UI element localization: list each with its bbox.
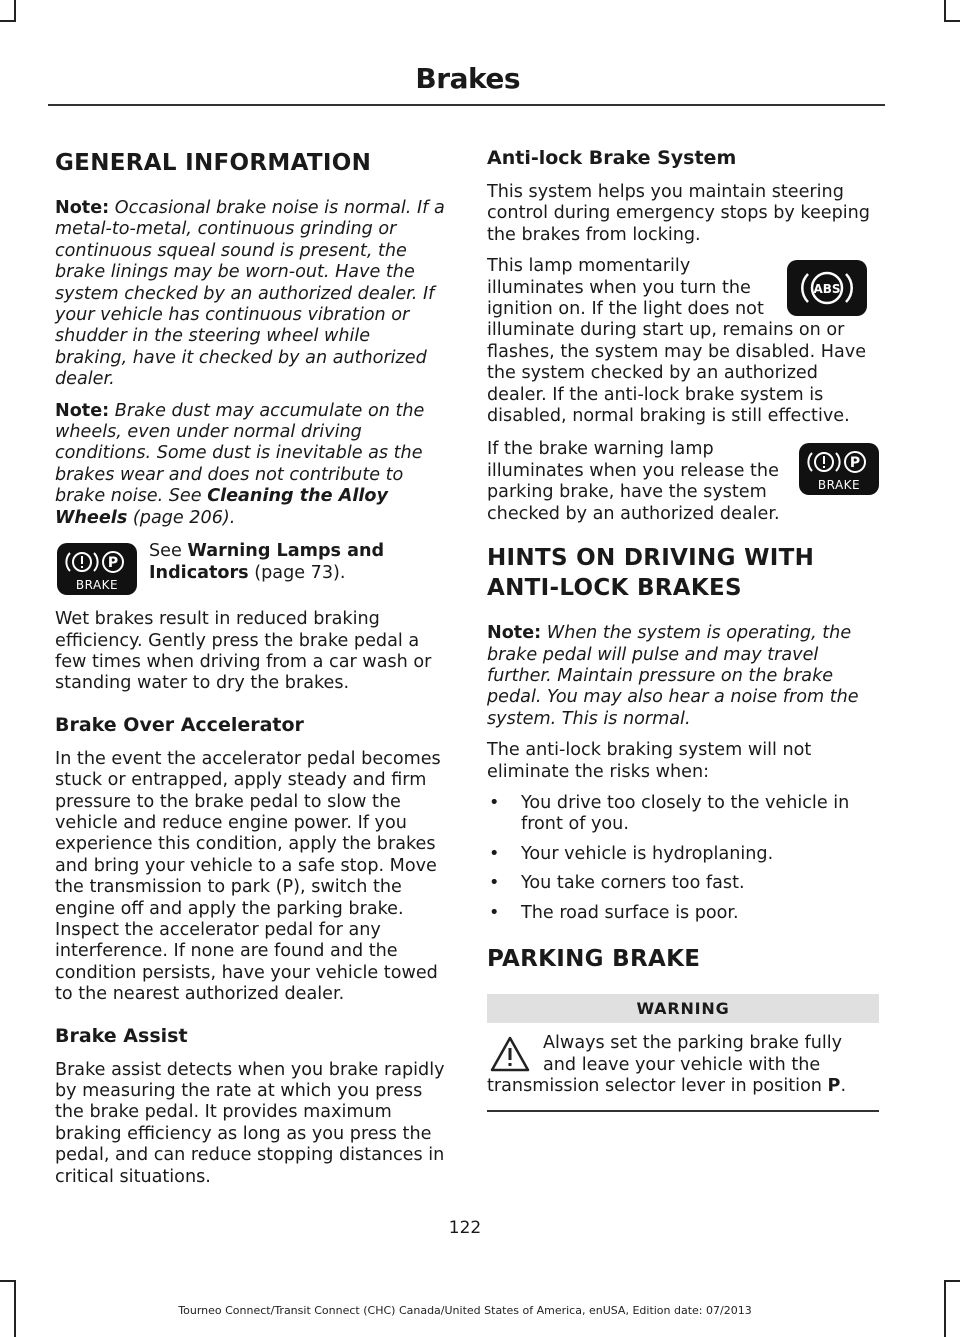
- note-label: Note:: [55, 400, 110, 421]
- heading-brake-over-accelerator: Brake Over Accelerator: [55, 713, 304, 736]
- cross-reference-link[interactable]: Warning Lamps and Indicators: [149, 541, 385, 583]
- left-column: [55, 140, 447, 1198]
- wet-brakes-paragraph: Wet brakes result in reduced braking efficiency. Gently press the brake pedal a few times when driving from a car wash or standing water to dry the brakes.: [55, 609, 432, 694]
- brake-icon-label: BRAKE: [817, 477, 861, 492]
- brake-icon-label: BRAKE: [75, 577, 119, 592]
- svg-text:P: P: [849, 454, 861, 471]
- warning-end: .: [840, 1076, 847, 1097]
- abs-icon-text: ABS: [813, 282, 841, 297]
- see-label: See: [149, 541, 182, 562]
- brake-warning-icon: [799, 443, 879, 495]
- page-reference: (page 73).: [254, 562, 346, 583]
- note-label: Note:: [487, 623, 542, 644]
- brake-warning-reference: [55, 539, 447, 599]
- page-title: Brakes: [415, 62, 520, 95]
- note-hints: [487, 623, 879, 730]
- abs-warning-icon: [787, 260, 867, 316]
- abs-lamp-text: This lamp momentarily illuminates when you turn the ignition on. If the light does not illuminate during start up, remains on or flashes, the system may be disabled. Have the system checked by an authorized dealer. If the anti-lock brake system is disabled, normal braking is still effective.: [487, 256, 867, 427]
- crop-mark: [944, 0, 946, 20]
- note-brake-dust: [55, 401, 447, 529]
- brake-over-accelerator-paragraph: In the event the accelerator pedal becomes stuck or entrapped, apply steady and firm pressure to the brake pedal to slow the vehicle and reduce engine power. If you experience this condition, apply the brakes and bring your vehicle to a safe stop. Move the transmission to park (P), switch the engine off and apply the parking brake. Inspect the accelerator pedal for any interference. If none are found and the condition persists, have your vehicle towed to the nearest authorized dealer.: [55, 748, 441, 1005]
- heading-brake-assist: Brake Assist: [55, 1024, 188, 1047]
- right-column: [487, 140, 879, 1112]
- note-text: Brake dust may accumulate on the wheels, even under normal driving conditions. Some dust is inevitable as the brakes wear and does not contribute to brake noise. See: [55, 400, 425, 507]
- list-item: • Your vehicle is hydroplaning.: [487, 844, 879, 865]
- heading-hints-anti-lock: HINTS ON DRIVING WITH ANTI-LOCK BRAKES: [487, 545, 815, 602]
- page-reference: (page 206).: [132, 507, 236, 528]
- list-item: • The road surface is poor.: [487, 903, 879, 924]
- list-item: • You drive too closely to the vehicle in front of you.: [487, 793, 879, 836]
- list-item: • You take corners too fast.: [487, 873, 879, 894]
- position-label: P: [827, 1076, 841, 1097]
- risk-list: [487, 793, 879, 924]
- note-brake-noise: [55, 198, 447, 391]
- heading-general-information: GENERAL INFORMATION: [55, 150, 372, 176]
- brake-lamp-paragraph: If the brake warning lamp illuminates when you release the parking brake, have the system checked by an authorized dealer.: [487, 439, 780, 524]
- hints-intro-paragraph: The anti-lock braking system will not eliminate the risks when:: [487, 740, 812, 782]
- warning-triangle-icon: [489, 1035, 531, 1073]
- note-text: When the system is operating, the brake pedal will pulse and may travel further. Maintain pressure on the brake pedal. You may also hear a noise from the system. This is normal.: [487, 623, 859, 729]
- page-number: 122: [448, 1218, 482, 1238]
- crop-mark: [944, 1280, 960, 1282]
- warning-box: [487, 1033, 879, 1097]
- crop-mark: [944, 20, 960, 22]
- warning-body: Always set the parking brake fully and leave your vehicle with the transmission selector lever in position: [487, 1033, 843, 1097]
- crop-mark: [0, 20, 16, 22]
- cross-reference-link[interactable]: Cleaning the Alloy Wheels: [55, 486, 388, 528]
- abs-symbol-icon: [795, 266, 859, 310]
- footer-text: Tourneo Connect/Transit Connect (CHC) Canada/United States of America, enUSA, Edition date: 07/2013: [178, 1304, 752, 1317]
- brake-symbol-icon: [65, 547, 129, 577]
- abs-lamp-section: [487, 256, 879, 427]
- warning-rule: [487, 1110, 879, 1112]
- crop-mark: [14, 0, 16, 20]
- heading-parking-brake: PARKING BRAKE: [487, 945, 701, 972]
- svg-text:P: P: [107, 554, 119, 571]
- abs-intro-paragraph: This system helps you maintain steering control during emergency stops by keeping the brakes from locking.: [487, 182, 870, 245]
- brake-warning-icon: [57, 543, 137, 595]
- brake-lamp-section: [487, 439, 879, 525]
- heading-anti-lock-brake-system: Anti-lock Brake System: [487, 147, 737, 169]
- warning-text: [487, 1033, 879, 1097]
- note-text: Occasional brake noise is normal. If a metal-to-metal, continuous grinding or continuous squeal sound is present, the brake linings may be worn-out. Have the system checked by an authorized dealer. If your vehicle has continuous vibration or shudder in the steering wheel while braking, have it checked by an authorized dealer.: [55, 198, 445, 390]
- brake-symbol-icon: [807, 447, 871, 477]
- crop-mark: [944, 1280, 946, 1337]
- brake-assist-paragraph: Brake assist detects when you brake rapidly by measuring the rate at which you press the brake pedal. It provides maximum braking efficiency as long as you press the pedal, and can reduce stopping distances in critical situations.: [55, 1059, 445, 1187]
- warning-header: WARNING: [487, 994, 879, 1023]
- header-rule: [48, 104, 885, 106]
- crop-mark: [0, 1280, 16, 1282]
- note-label: Note:: [55, 198, 110, 218]
